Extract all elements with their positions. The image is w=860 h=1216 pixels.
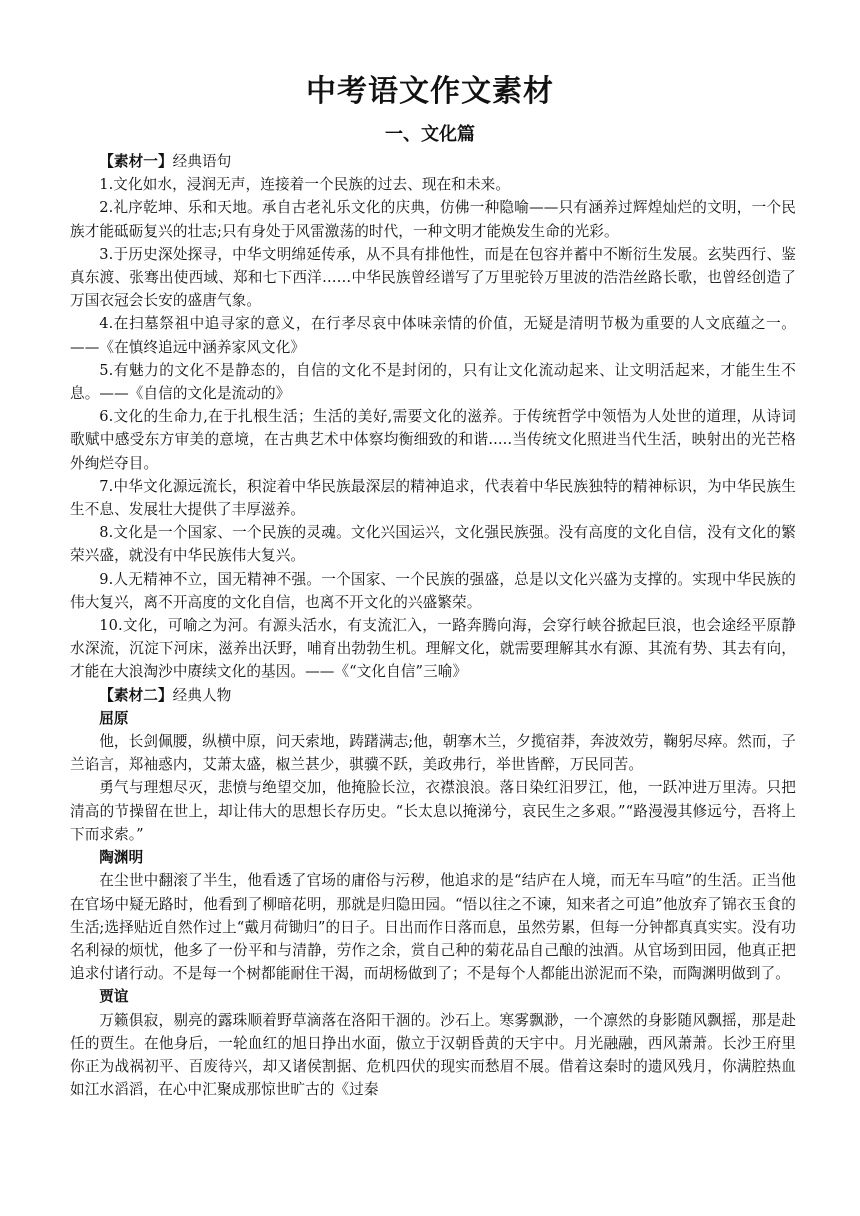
person-paragraph: 勇气与理想尽灭，悲愤与绝望交加，他掩脸长泣，衣襟浪浪。落日染红汨罗江，他，一跃冲进万里涛。只把清高的节操留在世上，却让伟大的思想长存历史。“长太息以掩涕兮，哀民生之多艰。”“路漫漫其修远兮，吾将上下而求索。” (70, 779, 796, 843)
document-body (70, 150, 796, 1101)
person-name-taoyuanming: 陶渊明 (99, 849, 144, 867)
person-paragraph: 在尘世中翻滚了半生，他看透了官场的庸俗与污秽，他追求的是“结庐在人境，而无车马喧”的生活。正当他在官场中疑无路时，他看到了柳暗花明，那就是归隐田园。“悟以往之不谏，知来者之可追”他放弃了锦衣玉食的生活;选择贴近自然作过上“戴月荷锄归”的日子。日出而作日落而息，虽然劳累，但每一分钟都真真实实。没有功名利禄的烦忧，他多了一份平和与清静，劳作之余，赏自己种的菊花品自己酿的浊酒。从官场到田园，他真正把追求付诸行动。不是每一个树都能耐住干渴，而胡杨做到了；不是每个人都能出淤泥而不染，而陶渊明做到了。 (70, 872, 796, 983)
quote-item-4: 4.在扫墓祭祖中追寻家的意义，在行孝尽哀中体味亲情的价值，无疑是清明节极为重要的人文底蕴之一。——《在慎终追远中涵养家风文化》 (70, 315, 796, 356)
section-label-1: 【素材一】 (99, 153, 173, 170)
quote-item-10: 10.文化，可喻之为河。有源头活水，有支流汇入，一路奔腾向海，会穿行峡谷掀起巨浪，也会途经平原静水深流，沉淀下河床，滋养出沃野，哺育出勃勃生机。理解文化，就需要理解其水有源、其流有势、其去有向，才能在大浪淘沙中赓续文化的基因。——《“文化自信”三喻》 (70, 617, 796, 681)
person-name-quyuan: 屈原 (99, 709, 129, 727)
quote-item-5: 5.有魅力的文化不是静态的，自信的文化不是封闭的，只有让文化流动起来、让文明活起来，才能生生不息。——《自信的文化是流动的》 (70, 361, 796, 403)
person-paragraph: 万籁俱寂，剔亮的露珠顺着野草滴落在洛阳干涸的。沙石上。寒雾飘渺，一个凛然的身影随风飘摇，那是赴任的贾生。在他身后，一轮血红的旭日挣出水面，傲立于汉朝昏黄的天宇中。月光融融，西风萧萧。长沙王府里你正为战祸初平、百废待兴，却又诸侯割据、危机四伏的现实而愁眉不展。借着这秦时的遗风残月，你满腔热血如江水滔滔，在心中汇聚成那惊世旷古的《过秦 (70, 1011, 796, 1099)
quote-item-9: 9.人无精神不立，国无精神不强。一个国家、一个民族的强盛，总是以文化兴盛为支撑的。实现中华民族的伟大复兴，离不开高度的文化自信，也离不开文化的兴盛繁荣。 (70, 570, 796, 611)
document-title: 中考语文作文素材 (306, 74, 554, 109)
quote-item-2: 2.礼序乾坤、乐和天地。承自古老礼乐文化的庆典，仿佛一种隐喻——只有涵养过辉煌灿烂的文明，一个民族才能砥砺复兴的壮志;只有身处于风雷激荡的时代，一种文明才能焕发生命的光彩。 (70, 199, 796, 240)
section-heading-text-2: 经典人物 (172, 686, 232, 704)
section-heading-1 (70, 150, 796, 173)
section-label-2: 【素材二】 (99, 686, 173, 704)
quote-item-8: 8.文化是一个国家、一个民族的灵魂。文化兴国运兴，文化强民族强。没有高度的文化自信，没有文化的繁荣兴盛，就没有中华民族伟大复兴。 (70, 524, 796, 565)
quote-item-7: 7.中华文化源远流长，积淀着中华民族最深层的精神追求，代表着中华民族独特的精神标识，为中华民族生生不息、发展壮大提供了丰厚滋养。 (70, 477, 796, 519)
person-name-jiayi: 贾谊 (99, 988, 129, 1006)
section-heading-2 (70, 684, 796, 707)
person-paragraph: 他，长剑佩腰，纵横中原，问天索地，踌躇满志;他，朝搴木兰，夕揽宿莽，奔波效劳，鞠躬尽瘁。然而，子兰谄言，郑袖惑内，艾萧太盛，椒兰甚少，骐骥不跃，美政弗行，举世皆醉，万民同苦。 (70, 733, 796, 774)
quote-item-3: 3.于历史深处探寻，中华文明绵延传承，从不具有排他性，而是在包容并蓄中不断衍生发展。玄奘西行、鉴真东渡、张骞出使西域、郑和七下西洋……中华民族曾经谱写了万里驼铃万里波的浩浩丝路长歌，也曾经创造了万国衣冠会长安的盛唐气象。 (70, 245, 796, 310)
section-subtitle: 一、文化篇 (385, 124, 475, 145)
quote-item-1: 1.文化如水，浸润无声，连接着一个民族的过去、现在和未来。 (99, 176, 511, 194)
section-heading-text-1: 经典语句 (172, 153, 232, 170)
quote-item-6: 6.文化的生命力,在于扎根生活；生活的美好,需要文化的滋养。于传统哲学中领悟为人处世的道理，从诗词歌赋中感受东方审美的意境，在古典艺术中体察均衡细致的和谐.....当传统文化照进当代生活，映射出的光芒格外绚烂夺目。 (70, 408, 796, 472)
